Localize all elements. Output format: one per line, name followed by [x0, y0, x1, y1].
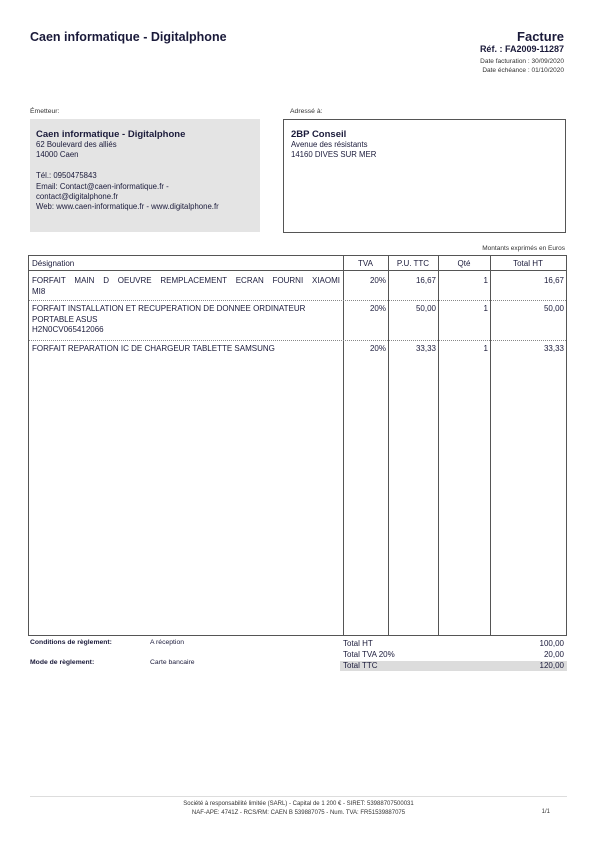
sender-email: Email: Contact@caen-informatique.fr -	[36, 181, 169, 191]
row-quantity: 1	[483, 304, 488, 313]
total-tva-row	[340, 650, 567, 660]
row-designation: FORFAIT INSTALLATION ET RECUPERATION DE DONNEE ORDINATEUR	[32, 304, 306, 313]
payment-terms-label: Conditions de règlement:	[30, 639, 112, 646]
row-total: 33,33	[543, 344, 564, 353]
header-designation: Désignation	[32, 259, 75, 268]
payment-terms-value: A réception	[150, 639, 185, 646]
recipient-box	[283, 119, 566, 233]
sender-web: Web: www.caen-informatique.fr - www.digitalphone.fr	[36, 202, 219, 212]
row-unit-price: 33,33	[415, 344, 436, 353]
sender-phone: Tél.: 0950475843	[36, 171, 97, 181]
recipient-name: 2BP Conseil	[291, 129, 347, 140]
legal-footer	[30, 800, 567, 817]
total-ttc-value: 120,00	[539, 661, 564, 670]
row-tva: 20%	[369, 344, 386, 353]
row-designation-cont: MI8	[32, 286, 46, 296]
invoice-dates	[480, 58, 564, 75]
invoice-reference: Réf. : FA2009-11287	[479, 44, 564, 54]
row-serial: H2N0CV065412066	[32, 325, 104, 334]
currency-note: Montants exprimés en Euros	[482, 245, 565, 252]
sender-label: Émetteur:	[30, 108, 60, 115]
company-name: Caen informatique - Digitalphone	[30, 30, 227, 44]
recipient-city: 14160 DIVES SUR MER	[291, 150, 377, 160]
row-unit-price: 50,00	[415, 304, 436, 313]
items-table	[28, 255, 567, 636]
total-ttc-label: Total TTC	[343, 661, 378, 670]
footer-legal-line: Société à responsabilité limitée (SARL) - Capital de 1 200 € - SIRET: 53988707500031	[183, 801, 414, 807]
header-unit-price: P.U. TTC	[396, 259, 430, 268]
total-tva-value: 20,00	[543, 650, 564, 659]
total-ht-row	[340, 639, 567, 649]
payment-mode-value: Carte bancaire	[150, 659, 195, 666]
row-designation: FORFAIT MAIN D OEUVRE REMPLACEMENT ECRAN FOURNI XIAOMI	[32, 276, 340, 285]
sender-box	[30, 119, 260, 232]
total-ttc-row	[340, 661, 567, 671]
header-tva: TVA	[358, 259, 373, 268]
sender-city: 14000 Caen	[36, 150, 79, 160]
footer-divider	[30, 796, 567, 797]
recipient-address-line: Avenue des résistants	[291, 140, 368, 149]
document-title: Facture	[517, 29, 564, 44]
row-quantity: 1	[483, 344, 488, 353]
row-designation-cont: PORTABLE ASUS	[32, 314, 98, 324]
row-unit-price: 16,67	[415, 276, 436, 285]
due-date: Date échéance : 01/10/2020	[482, 66, 564, 74]
footer-registration-line: NAF-APE: 4741Z - RCS/RM: CAEN B 539887075 - Num. TVA: FR51539887075	[191, 809, 406, 816]
row-total: 16,67	[543, 276, 564, 285]
header-total: Total HT	[513, 259, 543, 268]
header-quantity: Qté	[457, 259, 471, 268]
sender-email-2: contact@digitalphone.fr	[36, 192, 119, 202]
payment-mode-label: Mode de règlement:	[30, 659, 95, 666]
row-quantity: 1	[483, 276, 488, 285]
row-total: 50,00	[543, 304, 564, 313]
page-number: 1/1	[541, 809, 550, 815]
recipient-label: Adressé à:	[290, 108, 323, 115]
sender-name: Caen informatique - Digitalphone	[36, 129, 186, 140]
total-ht-label: Total HT	[343, 639, 373, 648]
total-ht-value: 100,00	[539, 639, 564, 648]
row-tva: 20%	[369, 276, 386, 285]
invoice-date: Date facturation : 30/09/2020	[480, 58, 564, 65]
sender-address-line: 62 Boulevard des alliés	[36, 140, 117, 149]
row-designation: FORFAIT REPARATION IC DE CHARGEUR TABLETTE SAMSUNG	[32, 344, 275, 353]
row-tva: 20%	[369, 304, 386, 313]
total-tva-label: Total TVA 20%	[343, 650, 395, 659]
